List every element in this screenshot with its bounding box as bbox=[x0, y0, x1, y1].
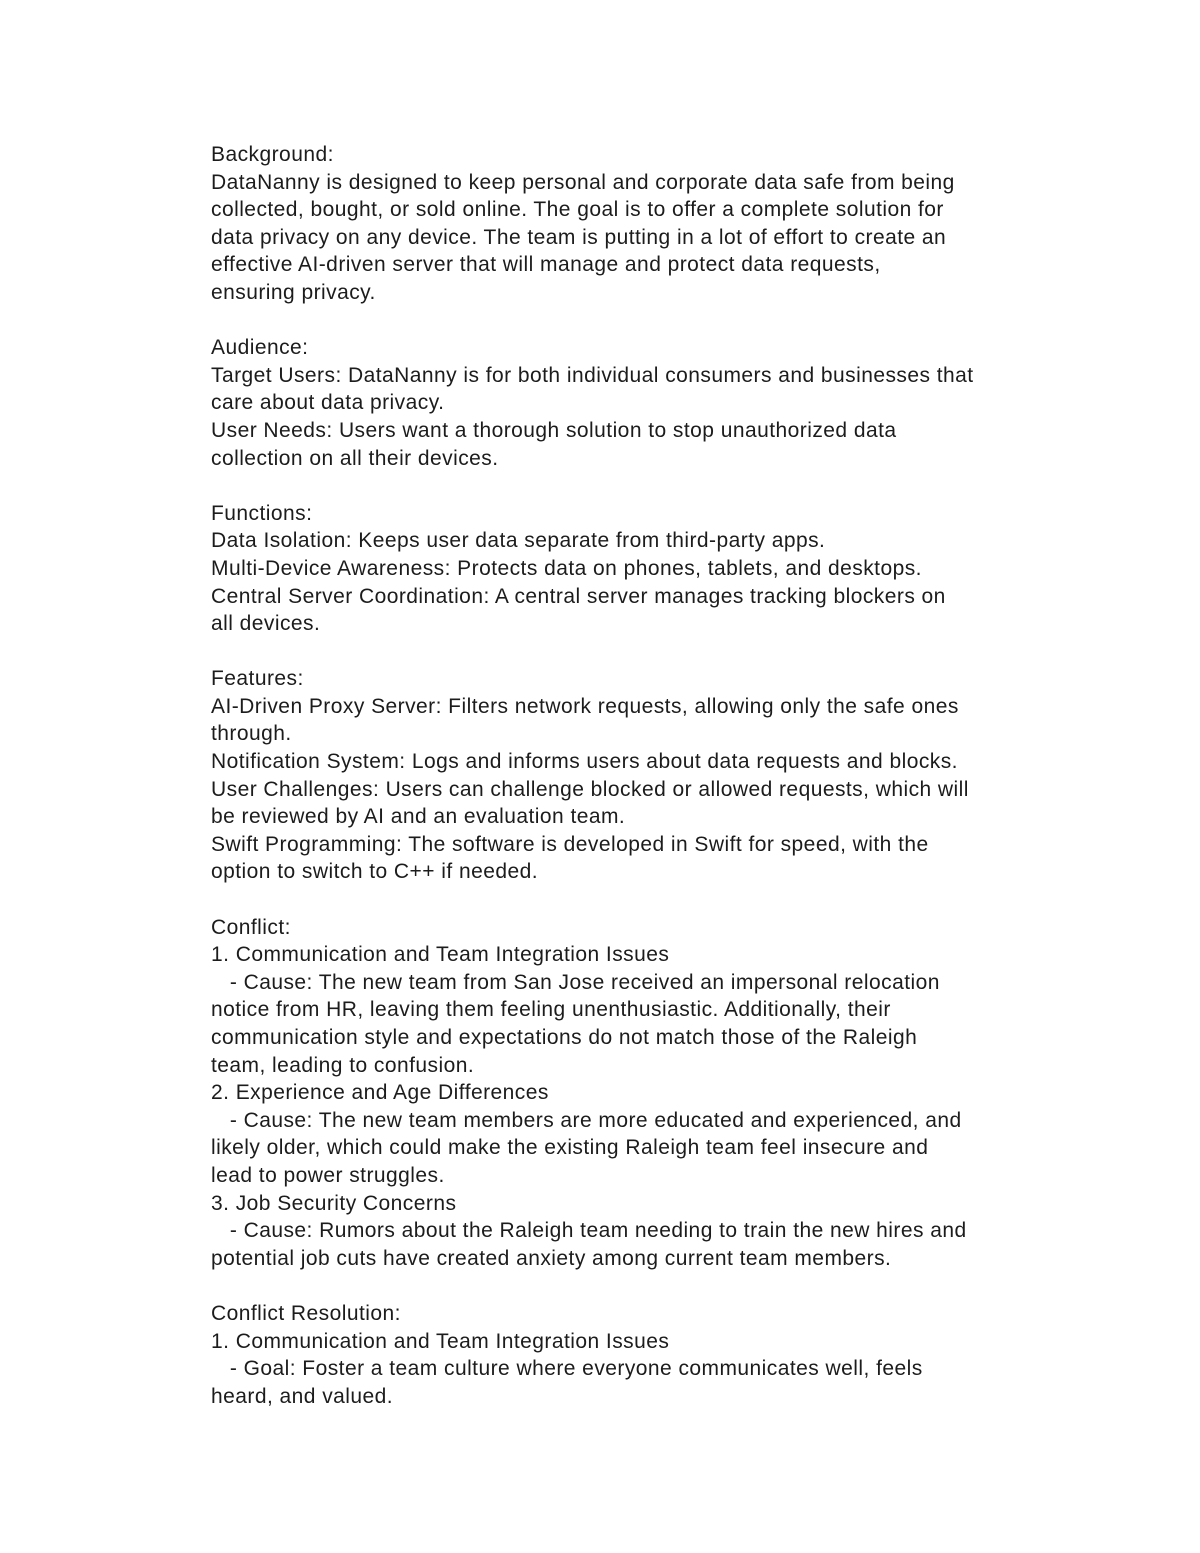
text-line: Target Users: DataNanny is for both individual consumers and businesses that bbox=[211, 363, 974, 387]
section-heading: Background: bbox=[211, 143, 334, 166]
text-line: potential job cuts have created anxiety among current team members. bbox=[211, 1246, 892, 1270]
text-line: through. bbox=[211, 722, 292, 746]
text-line: collection on all their devices. bbox=[211, 446, 499, 470]
text-line: 3. Job Security Concerns bbox=[211, 1191, 457, 1215]
text-line: Central Server Coordination: A central server manages tracking blockers on bbox=[211, 584, 946, 608]
text-line: DataNanny is designed to keep personal and corporate data safe from being bbox=[211, 170, 955, 194]
section-heading: Conflict Resolution: bbox=[211, 1301, 401, 1325]
text-line: Multi-Device Awareness: Protects data on phones, tablets, and desktops. bbox=[211, 556, 922, 580]
section-features bbox=[211, 665, 1060, 886]
text-line: - Cause: The new team members are more educated and experienced, and bbox=[211, 1108, 962, 1132]
text-line: - Goal: Foster a team culture where everyone communicates well, feels bbox=[211, 1357, 923, 1381]
text-line: option to switch to C++ if needed. bbox=[211, 860, 538, 884]
text-line: Data Isolation: Keeps user data separate from third-party apps. bbox=[211, 529, 826, 553]
text-line: Notification System: Logs and informs users about data requests and blocks. bbox=[211, 750, 958, 774]
section-heading: Conflict: bbox=[211, 915, 291, 939]
text-line: all devices. bbox=[211, 612, 321, 636]
section-conflict-resolution bbox=[211, 1300, 1060, 1410]
text-line: communication style and expectations do not match those of the Raleigh bbox=[211, 1026, 918, 1049]
section-heading: Features: bbox=[211, 667, 304, 691]
text-line: notice from HR, leaving them feeling unenthusiastic. Additionally, their bbox=[211, 998, 891, 1022]
text-line: User Challenges: Users can challenge blocked or allowed requests, which will bbox=[211, 777, 969, 801]
text-line: 1. Communication and Team Integration Issues bbox=[211, 943, 670, 967]
text-line: Swift Programming: The software is developed in Swift for speed, with the bbox=[211, 832, 929, 856]
text-line: be reviewed by AI and an evaluation team. bbox=[211, 805, 626, 829]
text-line: - Cause: The new team from San Jose received an impersonal relocation bbox=[211, 970, 940, 994]
text-line: lead to power struggles. bbox=[211, 1163, 445, 1187]
text-line: effective AI-driven server that will manage and protect data requests, bbox=[211, 253, 881, 277]
text-line: data privacy on any device. The team is putting in a lot of effort to create an bbox=[211, 225, 947, 249]
section-heading: Audience: bbox=[211, 336, 309, 360]
text-line: collected, bought, or sold online. The goal is to offer a complete solution for bbox=[211, 198, 944, 222]
text-line: User Needs: Users want a thorough solution to stop unauthorized data bbox=[211, 418, 897, 442]
text-line: team, leading to confusion. bbox=[211, 1053, 475, 1077]
text-line: - Cause: Rumors about the Raleigh team needing to train the new hires and bbox=[211, 1219, 967, 1243]
section-heading: Functions: bbox=[211, 501, 313, 525]
text-line: 1. Communication and Team Integration Issues bbox=[211, 1329, 670, 1353]
text-line: likely older, which could make the existing Raleigh team feel insecure and bbox=[211, 1136, 929, 1160]
section-background bbox=[211, 141, 1060, 307]
section-audience bbox=[211, 334, 1060, 472]
text-line: AI-Driven Proxy Server: Filters network requests, allowing only the safe ones bbox=[211, 694, 959, 718]
text-line: heard, and valued. bbox=[211, 1384, 394, 1408]
section-conflict bbox=[211, 914, 1060, 1273]
text-line: ensuring privacy. bbox=[211, 280, 376, 304]
document-body bbox=[211, 141, 1060, 1438]
section-functions bbox=[211, 500, 1060, 638]
text-line: 2. Experience and Age Differences bbox=[211, 1081, 549, 1105]
text-line: care about data privacy. bbox=[211, 391, 445, 415]
